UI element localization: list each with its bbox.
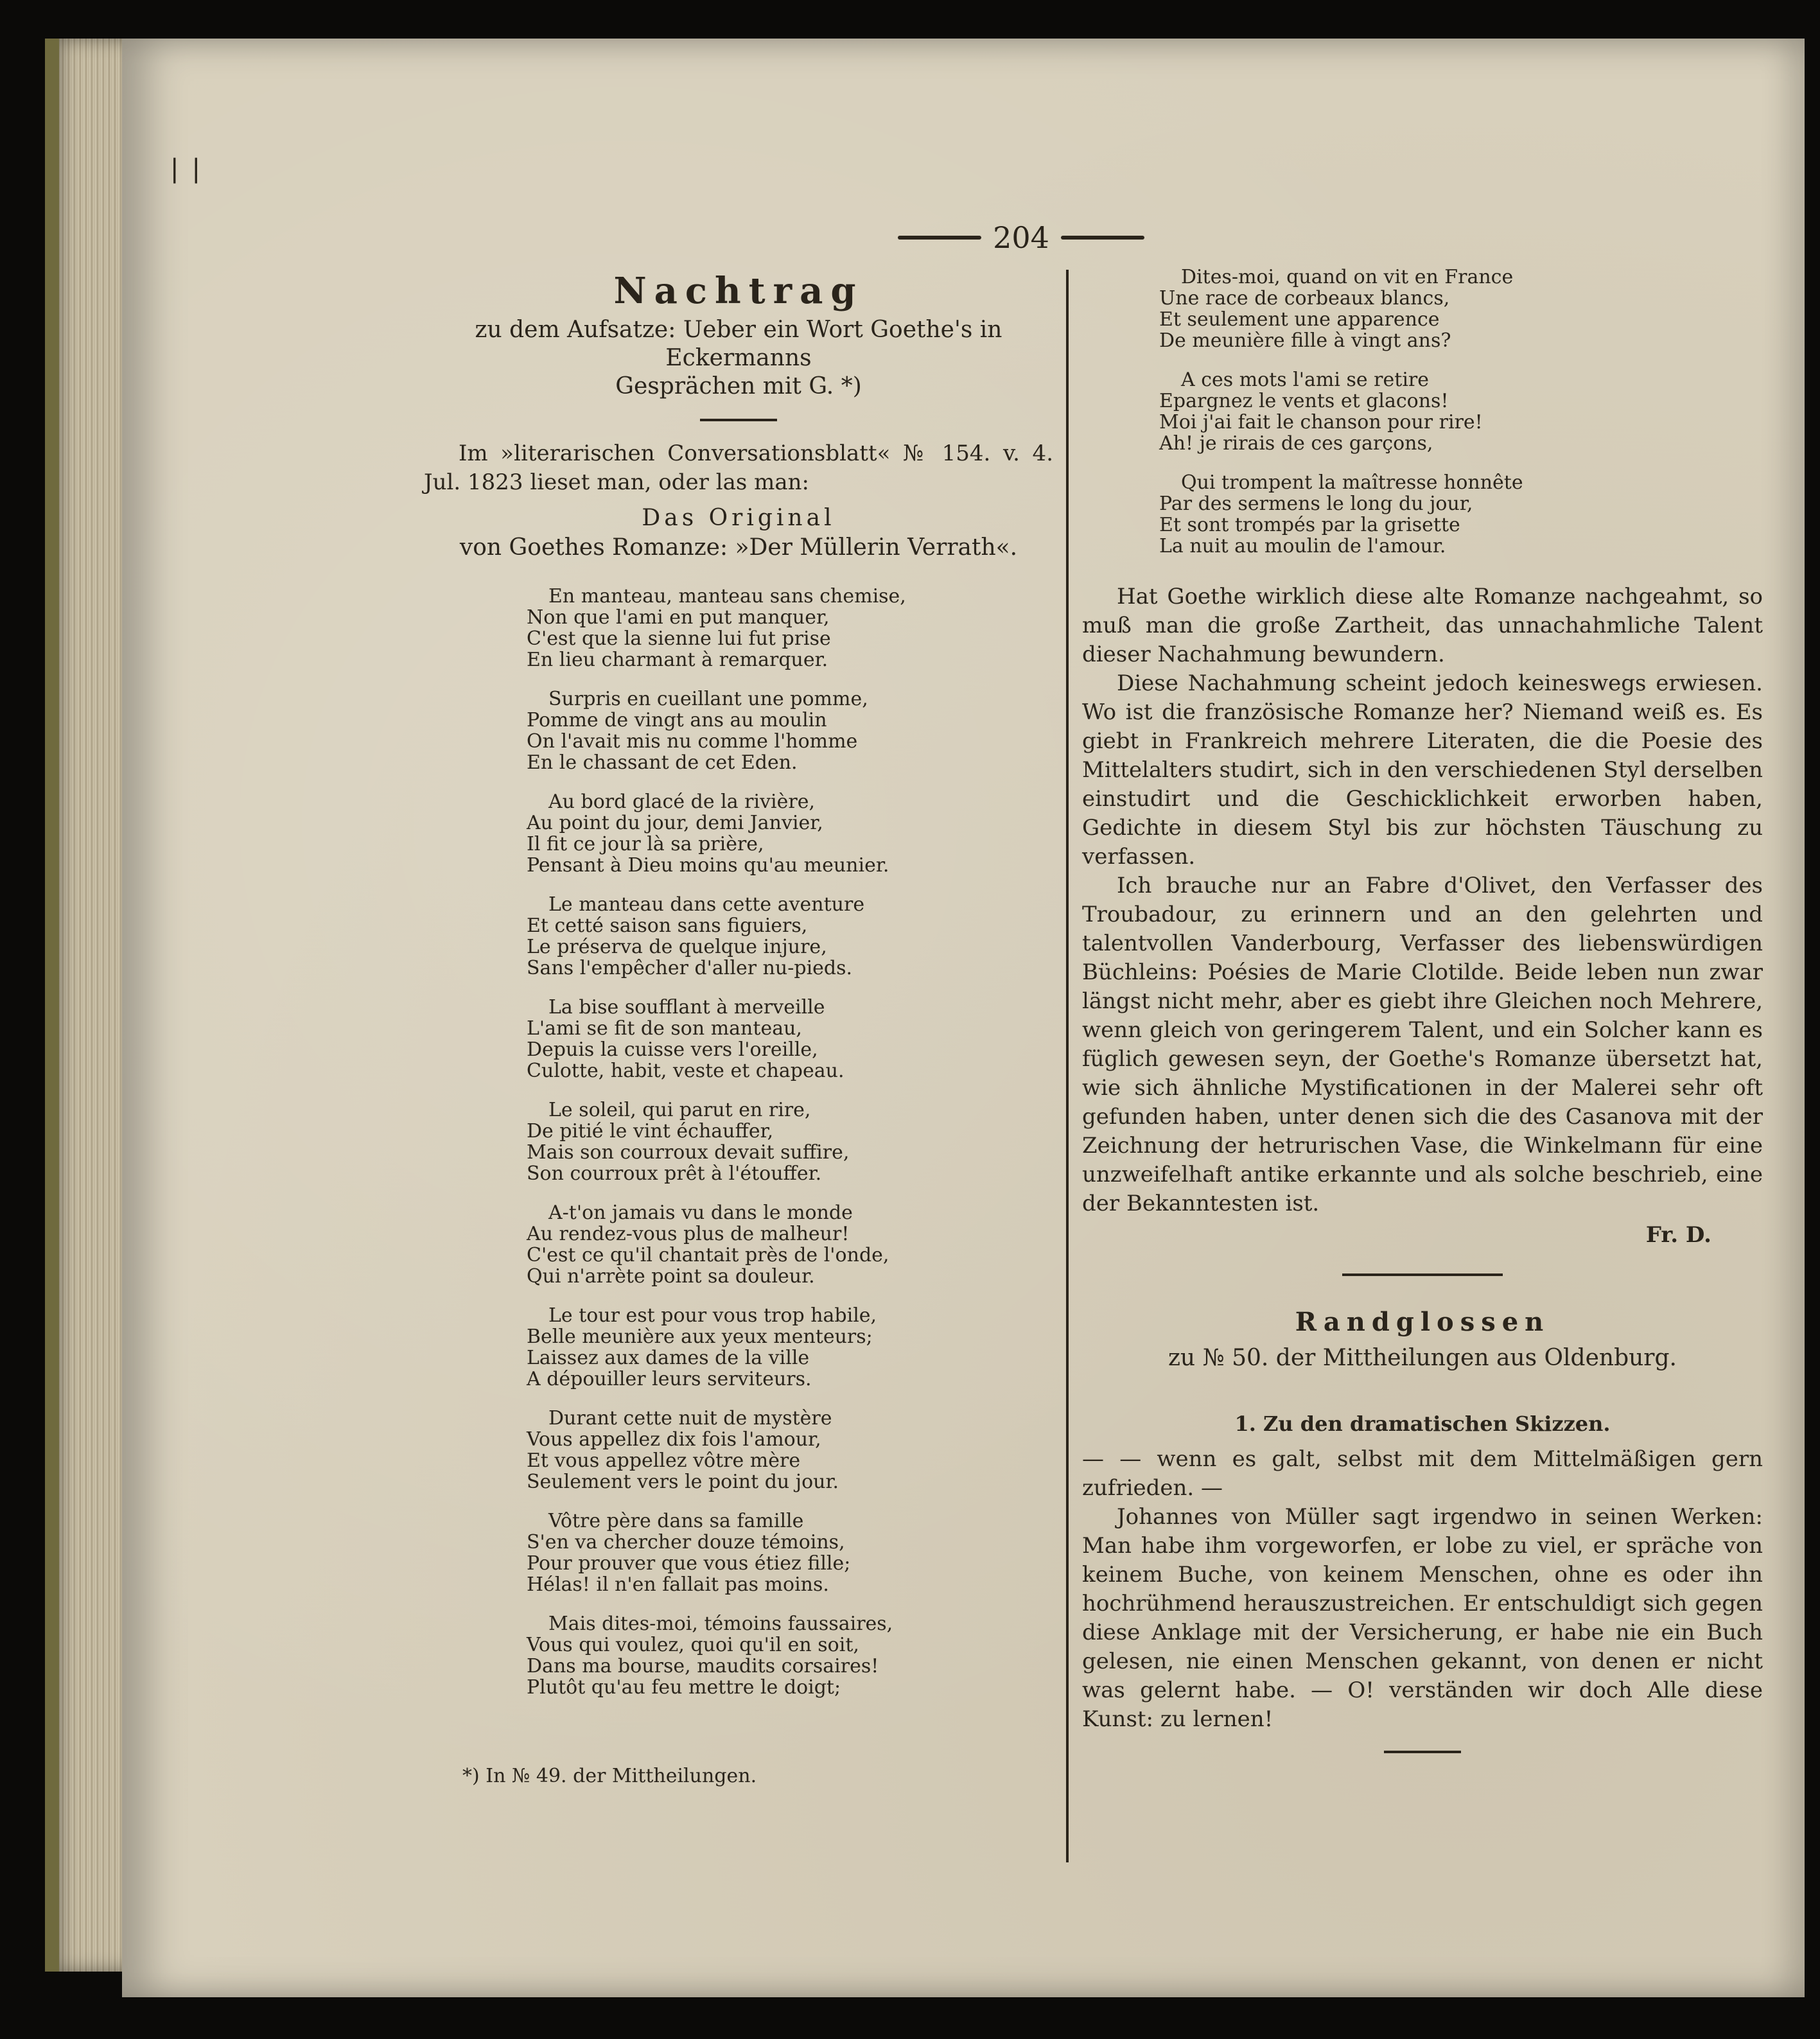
poem-line: Et seulement une apparence — [1159, 308, 1440, 331]
poem-line: De pitié le vint échauffer, — [527, 1120, 774, 1142]
poem-line: Seulement vers le point du jour. — [527, 1471, 839, 1493]
paragraph-3: Ich brauche nur an Fabre d'Olivet, den Verfasser des Troubadour, zu erinnern und an den gelehrten und talentvollen Vanderbourg, Verfasser des liebenswürdigen Büchleins: Poésies de Marie Clotilde. Beide leben nun zwar längst nicht mehr, aber es giebt ihre Gleichen noch Mehrere, wenn gleich von geringerem Talent, und ein Solcher kann es füglich gewesen seyn, der Goethe's Romanze übersetzt hat, wie sich ähnliche Mystificationen in der Malerei sehr oft gefunden haben, unter denen sich die des Casanova mit der Zeichnung der hetrurischen Vase, die Winkelmann für eine unzweifelhaft antike erkannte und als solche beschrieb, eine der Bekanntesten ist. — [1082, 873, 1763, 1216]
stanza — [527, 1613, 1053, 1698]
poem-line: Dans ma bourse, maudits corsaires! — [527, 1655, 879, 1677]
poem-line: Le tour est pour vous trop habile, — [548, 1304, 877, 1327]
poem-line: Et vous appellez vôtre mère — [527, 1449, 801, 1472]
poem-line: Depuis la cuisse vers l'oreille, — [527, 1038, 818, 1061]
stanza — [1159, 369, 1763, 454]
poem-line: On l'avait mis nu comme l'homme — [527, 730, 858, 753]
poem-line: Mais son courroux devait suffire, — [527, 1141, 850, 1164]
end-rule — [1384, 1751, 1461, 1753]
article-subtitle-line-1: zu dem Aufsatze: Ueber ein Wort Goethe's in Eckermanns — [475, 317, 1002, 371]
signature: Fr. D. — [1645, 1222, 1711, 1248]
poem-line: Pensant à Dieu moins qu'au meunier. — [527, 854, 889, 877]
left-column — [424, 257, 1053, 1698]
stanza — [527, 1510, 1053, 1595]
poem-line: Non que l'ami en put manquer, — [527, 606, 830, 629]
poem-line: C'est ce qu'il chantait près de l'onde, — [527, 1244, 889, 1266]
right-column — [1082, 257, 1763, 1771]
poem-line: Il fit ce jour là sa prière, — [527, 833, 764, 855]
poem-line: En manteau, manteau sans chemise, — [548, 585, 906, 608]
poem-line: Le soleil, qui parut en rire, — [548, 1099, 811, 1121]
poem-line: Mais dites-moi, témoins faussaires, — [548, 1613, 893, 1635]
poem-line: Au point du jour, demi Janvier, — [527, 812, 823, 834]
poem-line: Qui n'arrète point sa douleur. — [527, 1265, 815, 1288]
intro-paragraph: Im »literarischen Conversationsblatt« № 154. v. 4. Jul. 1823 lieset man, oder las man: — [424, 441, 1053, 495]
poem-line: S'en va chercher douze témoins, — [527, 1531, 845, 1553]
poem-line: Surpris en cueillant une pomme, — [548, 688, 868, 710]
poem-line: Par des sermens le long du jour, — [1159, 493, 1473, 515]
poem-line: Pomme de vingt ans au moulin — [527, 709, 827, 731]
stanza — [527, 1408, 1053, 1492]
poem-line: Au bord glacé de la rivière, — [548, 791, 816, 813]
sub-paragraph-1: — — wenn es galt, selbst mit dem Mittelmäßigen gern zufrieden. — — [1082, 1446, 1763, 1501]
poem-line: La bise soufflant à merveille — [548, 996, 825, 1019]
poem-line: L'ami se fit de son manteau, — [527, 1017, 802, 1040]
poem-line: Belle meunière aux yeux menteurs; — [527, 1326, 873, 1348]
poem-line: Et sont trompés par la grisette — [1159, 514, 1460, 536]
stanza — [527, 1202, 1053, 1287]
poem-line: Qui trompent la maîtresse honnête — [1181, 471, 1523, 494]
poem-line: De meunière fille à vingt ans? — [1159, 329, 1451, 352]
poem-line: Et cetté saison sans figuiers, — [527, 914, 808, 937]
paragraph-2: Diese Nachahmung scheint jedoch keineswegs erwiesen. Wo ist die französische Romanze her? Niemand weiß es. Es giebt in Frankreich mehrere Literaten, die die Poesie des Mittelalters studirt, sich in den verschiedenen Styl derselben einstudirt und die Geschicklichkeit erworben haben, Gedichte in diesem Styl bis zur höchsten Täuschung zu verfassen. — [1082, 670, 1763, 870]
poem-line: Ah! je rirais de ces garçons, — [1159, 432, 1433, 455]
poem-line: Dites-moi, quand on vit en France — [1181, 266, 1514, 288]
poem-line: A-t'on jamais vu dans le monde — [548, 1202, 853, 1224]
poem-right — [1082, 267, 1763, 557]
poem-line: Laissez aux dames de la ville — [527, 1347, 810, 1369]
gutter-mark: ❘❘ — [164, 154, 207, 184]
article-title: Nachtrag — [613, 270, 864, 312]
stanza — [1159, 472, 1763, 557]
poem-line: Vous qui voulez, quoi qu'il en soit, — [527, 1634, 859, 1656]
original-heading: Das Original — [642, 505, 836, 531]
stanza — [527, 791, 1053, 876]
poem-line: Son courroux prêt à l'étouffer. — [527, 1162, 822, 1185]
article-subtitle-line-2: Gesprächen mit G. *) — [615, 373, 862, 399]
header-rule-left — [898, 236, 981, 240]
stanza — [527, 997, 1053, 1081]
footnote: *) In № 49. der Mittheilungen. — [462, 1765, 757, 1787]
poem-line: En le chassant de cet Eden. — [527, 751, 798, 774]
poem-line: Pour prouver que vous étiez fille; — [527, 1552, 851, 1575]
poem-line: La nuit au moulin de l'amour. — [1159, 535, 1446, 557]
original-subheading: von Goethes Romanze: »Der Müllerin Verrath«. — [459, 534, 1018, 561]
poem-line: C'est que la sienne lui fut prise — [527, 627, 831, 650]
paragraph-1: Hat Goethe wirklich diese alte Romanze nachgeahmt, so muß man die große Zartheit, das unnachahmliche Talent dieser Nachahmung bewundern. — [1082, 584, 1763, 667]
poem-line: Vous appellez dix fois l'amour, — [527, 1428, 821, 1451]
poem-left — [424, 586, 1053, 1698]
section-title: Randglossen — [1295, 1307, 1550, 1337]
title-rule — [700, 419, 777, 421]
poem-line: Culotte, habit, veste et chapeau. — [527, 1060, 844, 1082]
section-rule — [1342, 1273, 1503, 1276]
stanza — [527, 586, 1053, 670]
poem-line: Sans l'empêcher d'aller nu-pieds. — [527, 957, 853, 979]
page-number: 204 — [993, 220, 1049, 255]
poem-line: Au rendez-vous plus de malheur! — [527, 1223, 850, 1245]
column-divider — [1066, 270, 1069, 1862]
stanza — [1159, 267, 1763, 351]
poem-line: Moi j'ai fait le chanson pour rire! — [1159, 411, 1483, 433]
poem-line: Epargnez le vents et glacons! — [1159, 390, 1449, 412]
section-subtitle: zu № 50. der Mittheilungen aus Oldenburg. — [1168, 1345, 1677, 1371]
poem-line: Le manteau dans cette aventure — [548, 893, 865, 916]
poem-line: Vôtre père dans sa famille — [548, 1510, 804, 1532]
sub-heading: 1. Zu den dramatischen Skizzen. — [1234, 1412, 1611, 1436]
page-header — [886, 218, 1156, 257]
poem-line: Une race de corbeaux blancs, — [1159, 287, 1450, 310]
poem-line: A dépouiller leurs serviteurs. — [527, 1368, 812, 1390]
poem-line: Le préserva de quelque injure, — [527, 936, 827, 958]
stanza — [527, 688, 1053, 773]
poem-line: Durant cette nuit de mystère — [548, 1407, 832, 1430]
header-rule-right — [1061, 236, 1144, 240]
poem-line: Hélas! il n'en fallait pas moins. — [527, 1573, 829, 1596]
poem-line: En lieu charmant à remarquer. — [527, 649, 828, 671]
stanza — [527, 1099, 1053, 1184]
sub-paragraph-2: Johannes von Müller sagt irgendwo in seinen Werken: Man habe ihm vorgeworfen, er lobe zu viel, er spräche von keinem Buche, von keinem Menschen, ohne es oder ihn hochrühmend herauszustreichen. Er entschuldigt sich gegen diese Anklage mit der Versicherung, er habe nie ein Buch gelesen, nie einen Menschen gekannt, von denen er nicht was gelernt habe. — O! verständen wir doch Alle diese Kunst: zu lernen! — [1082, 1504, 1763, 1732]
stanza — [527, 894, 1053, 979]
poem-line: A ces mots l'ami se retire — [1181, 369, 1430, 391]
stanza — [527, 1305, 1053, 1390]
poem-line: Plutôt qu'au feu mettre le doigt; — [527, 1676, 841, 1699]
